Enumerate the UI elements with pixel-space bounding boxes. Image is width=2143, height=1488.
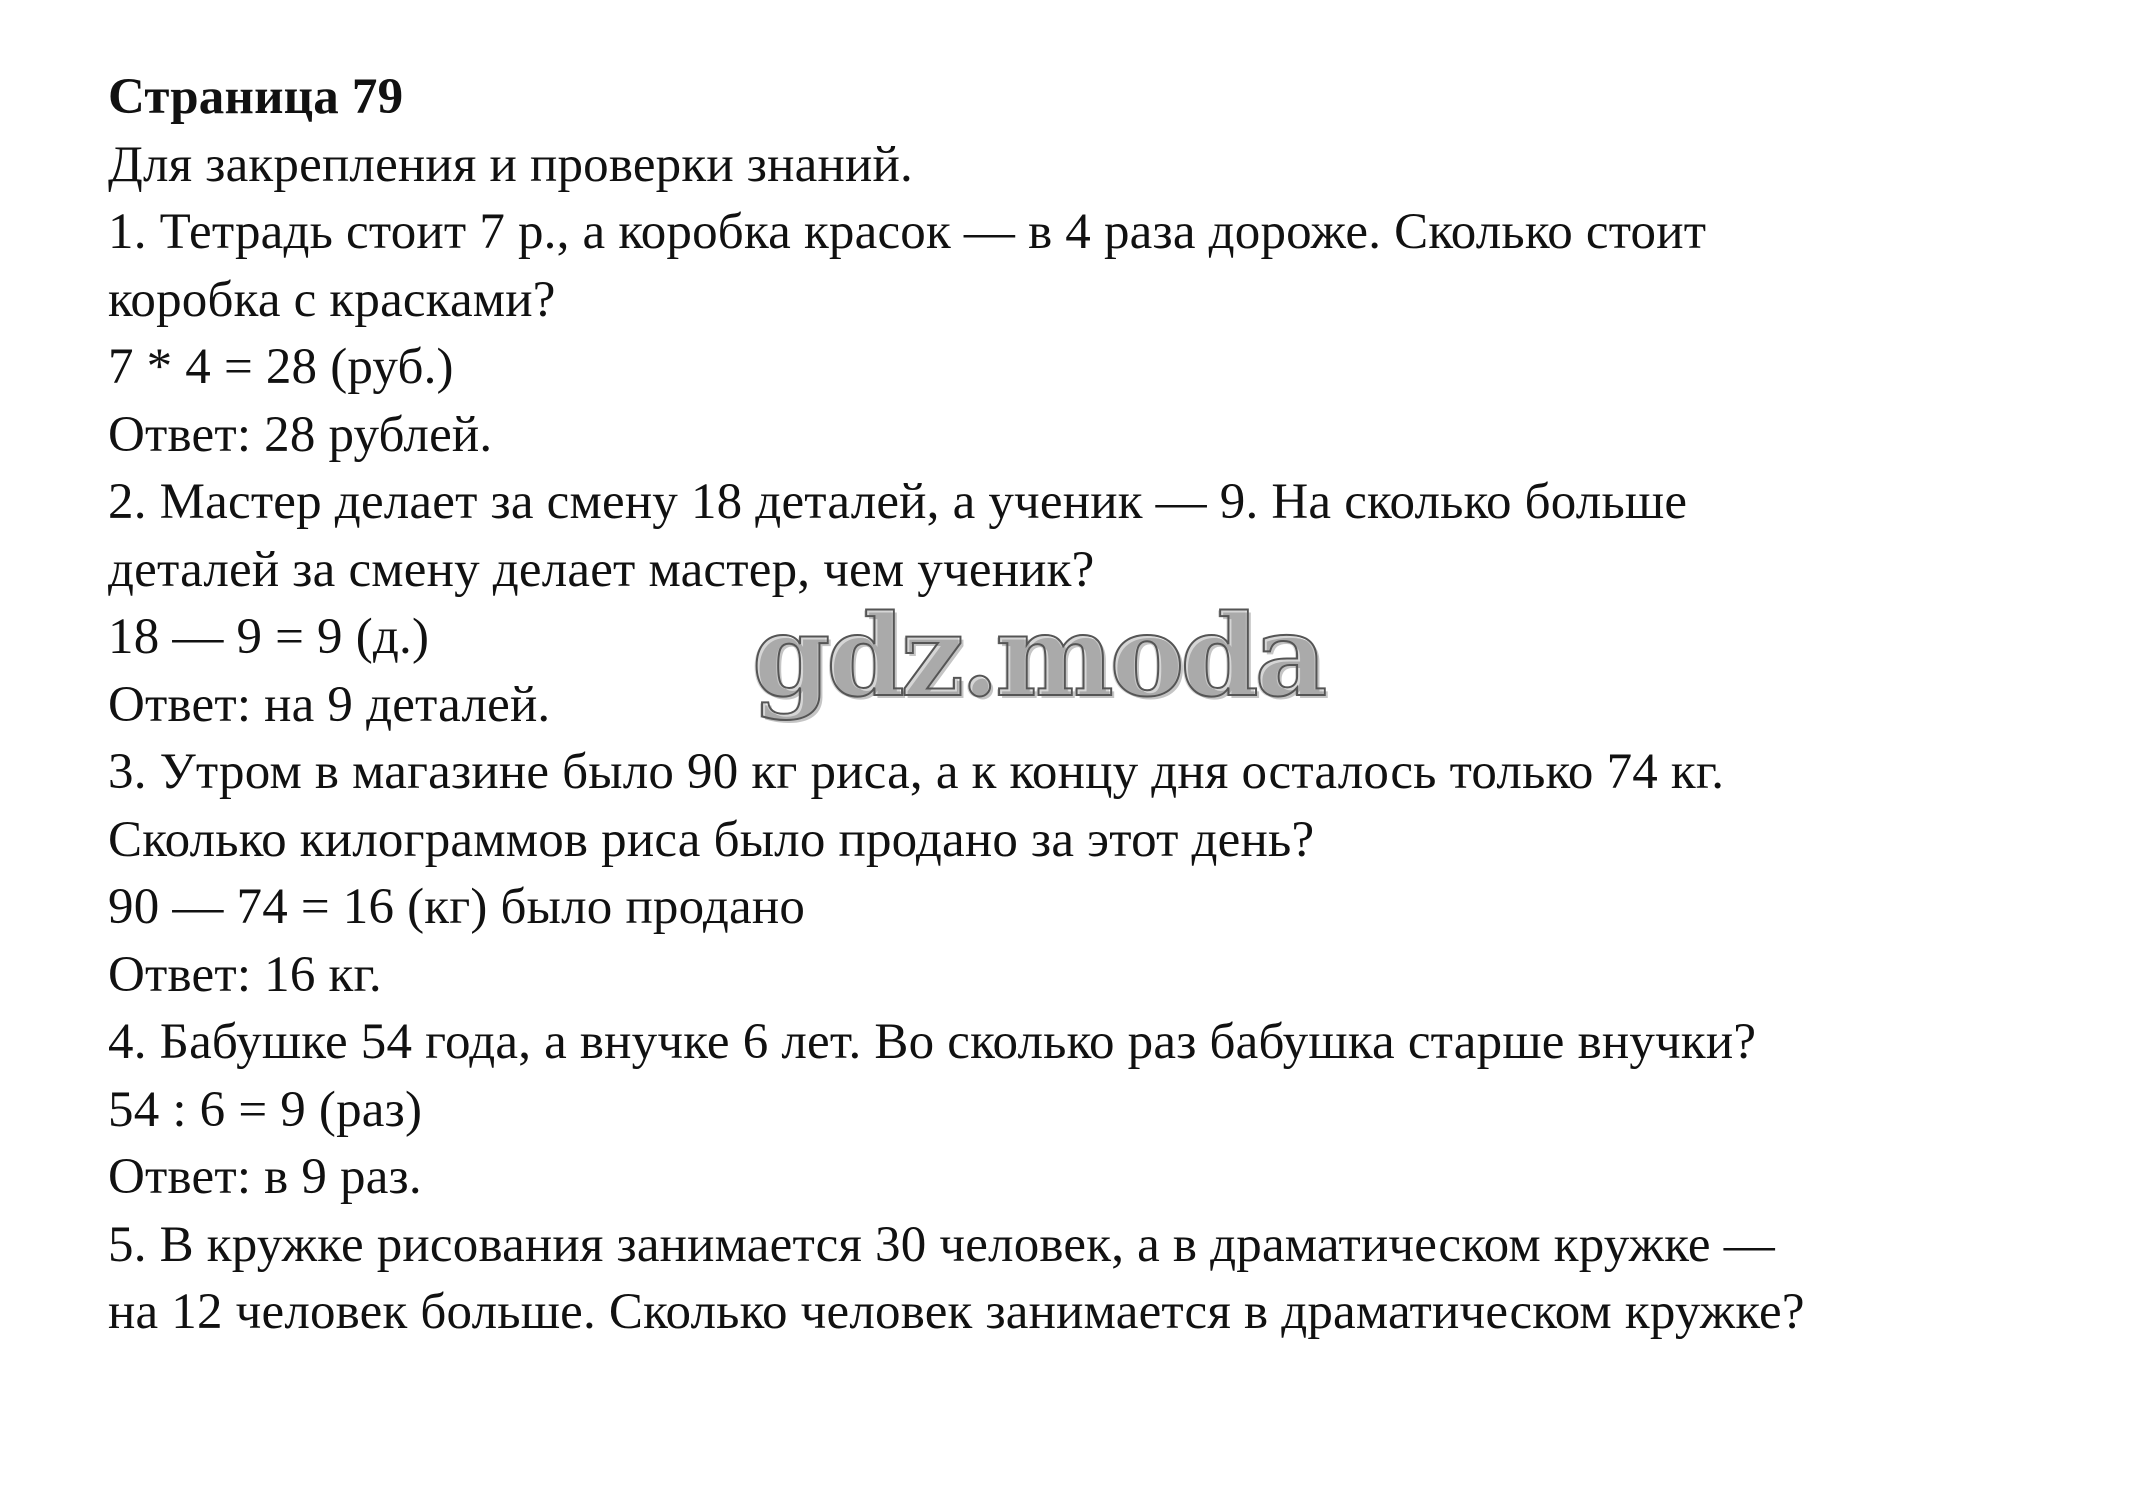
task-2-solution: 18 — 9 = 9 (д.) xyxy=(108,609,430,665)
task-1-text-cont: коробка с красками? xyxy=(108,271,556,328)
task-2-answer: Ответ: на 9 деталей. xyxy=(108,676,551,733)
task-5-text: 5. В кружке рисования занимается 30 человек, а в драматическом кружке — xyxy=(108,1216,1775,1273)
watermark-logo: gdz.moda xyxy=(752,591,1324,722)
page-title: Страница 79 xyxy=(108,69,404,125)
section-heading: Для закрепления и проверки знаний. xyxy=(108,136,913,193)
task-5-text-cont: на 12 человек больше. Сколько человек занимается в драматическом кружке? xyxy=(108,1284,1805,1340)
task-1-solution: 7 * 4 = 28 (руб.) xyxy=(108,339,454,395)
task-4-answer: Ответ: в 9 раз. xyxy=(108,1149,422,1205)
task-3-answer: Ответ: 16 кг. xyxy=(108,946,382,1003)
task-1-answer: Ответ: 28 рублей. xyxy=(108,406,493,463)
task-3-solution: 90 — 74 = 16 (кг) было продано xyxy=(108,879,806,935)
task-1-text: 1. Тетрадь стоит 7 р., а коробка красок — в 4 раза дороже. Сколько стоит xyxy=(108,204,1707,260)
task-3-text-cont: Сколько килограммов риса было продано за этот день? xyxy=(108,811,1315,868)
task-4-text: 4. Бабушке 54 года, а внучке 6 лет. Во сколько раз бабушка старше внучки? xyxy=(108,1014,1757,1070)
task-2-text-cont: деталей за смену делает мастер, чем ученик? xyxy=(108,541,1095,598)
document-content xyxy=(108,64,2108,1347)
task-3-text: 3. Утром в магазине было 90 кг риса, а к концу дня осталось только 74 кг. xyxy=(108,744,1725,800)
task-2-text: 2. Мастер делает за смену 18 деталей, а ученик — 9. На сколько больше xyxy=(108,474,1688,530)
task-4-solution: 54 : 6 = 9 (раз) xyxy=(108,1081,423,1138)
